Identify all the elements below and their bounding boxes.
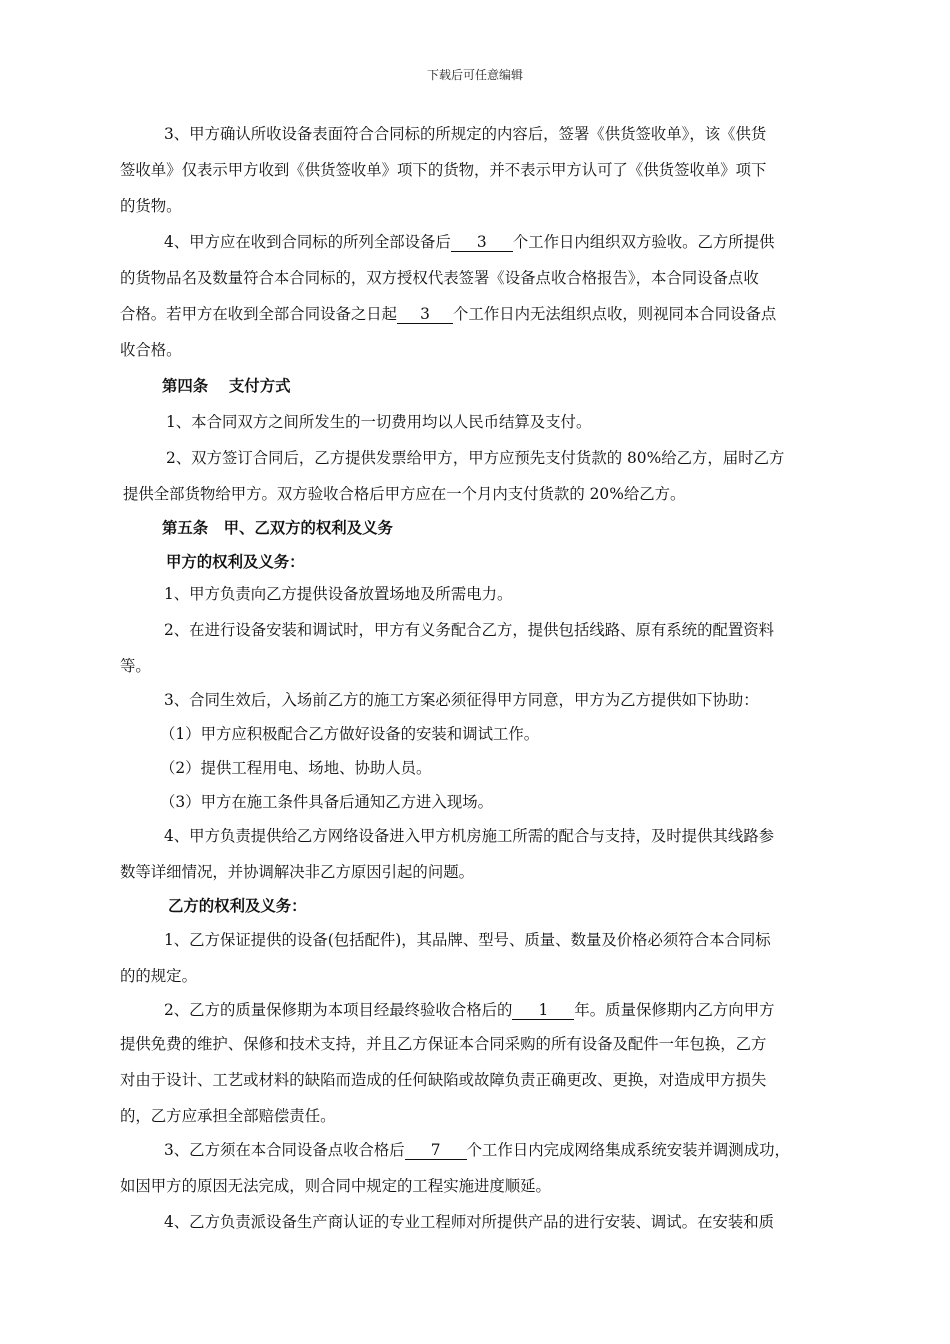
warranty-text-a: 2、乙方的质量保修期为本项目经最终验收合格后的 bbox=[164, 1001, 513, 1019]
acceptance-days-blank: 3 bbox=[451, 233, 513, 252]
clause-4-text-a: 4、甲方应在收到合同标的所列全部设备后 bbox=[164, 233, 451, 251]
party-b-item-1-line-2: 的的规定。 bbox=[120, 967, 197, 985]
warranty-years-blank: 1 bbox=[512, 1001, 574, 1020]
party-b-item-2-line-1 bbox=[164, 1000, 774, 1020]
party-a-sub-3: （3）甲方在施工条件具备后通知乙方进入现场。 bbox=[160, 793, 493, 811]
install-days-blank: 7 bbox=[405, 1141, 467, 1160]
party-a-sub-2: （2）提供工程用电、场地、协助人员。 bbox=[160, 759, 432, 777]
party-b-heading: 乙方的权利及义务： bbox=[168, 897, 307, 915]
party-a-heading: 甲方的权利及义务： bbox=[166, 553, 305, 571]
party-b-item-2-line-4: 的，乙方应承担全部赔偿责任。 bbox=[120, 1107, 336, 1125]
party-a-item-3: 3、合同生效后，入场前乙方的施工方案必须征得甲方同意，甲方为乙方提供如下协助： bbox=[164, 691, 759, 709]
article-5-title: 第五条 甲、乙双方的权利及义务 bbox=[162, 519, 393, 537]
clause-4-text-d: 个工作日内无法组织点收，则视同本合同设备点 bbox=[453, 305, 777, 323]
clause-4-line-4: 收合格。 bbox=[120, 341, 182, 359]
article-4-title: 第四条 支付方式 bbox=[162, 377, 291, 395]
party-a-sub-1: （1）甲方应积极配合乙方做好设备的安装和调试工作。 bbox=[160, 725, 540, 743]
party-b-item-1-line-1: 1、乙方保证提供的设备(包括配件)，其品牌、型号、质量、数量及价格必须符合本合同标 bbox=[164, 931, 771, 949]
warranty-text-b: 年。质量保修期内乙方向甲方 bbox=[574, 1001, 775, 1019]
clause-4-text-b: 个工作日内组织双方验收。乙方所提供 bbox=[512, 233, 775, 251]
party-b-item-2-line-2: 提供免费的维护、保修和技术支持，并且乙方保证本合同采购的所有设备及配件一年包换，乙方 bbox=[120, 1035, 767, 1053]
clause-3-line-2: 签收单》仅表示甲方收到《供货签收单》项下的货物，并不表示甲方认可了《供货签收单》项下 bbox=[120, 161, 767, 179]
install-text-a: 3、乙方须在本合同设备点收合格后 bbox=[164, 1141, 405, 1159]
party-b-item-3-line-1 bbox=[164, 1140, 790, 1160]
clause-4-line-2: 的货物品名及数量符合本合同标的，双方授权代表签署《设备点收合格报告》，本合同设备点收 bbox=[120, 269, 759, 287]
party-a-item-4-line-1: 4、甲方负责提供给乙方网络设备进入甲方机房施工所需的配合与支持，及时提供其线路参 bbox=[164, 827, 775, 845]
party-a-item-2-line-2: 等。 bbox=[120, 657, 151, 675]
article-4-item-2-line-2: 提供全部货物给甲方。双方验收合格后甲方应在一个月内支付货款的 20%给乙方。 bbox=[123, 485, 686, 503]
clause-4-line-1 bbox=[164, 232, 774, 252]
inspection-days-blank: 3 bbox=[397, 305, 453, 324]
clause-4-line-3 bbox=[120, 304, 776, 324]
clause-4-text-c: 合格。若甲方在收到全部合同设备之日起 bbox=[120, 305, 398, 323]
article-4-item-1: 1、本合同双方之间所发生的一切费用均以人民币结算及支付。 bbox=[166, 413, 592, 431]
clause-3-line-1: 3、甲方确认所收设备表面符合合同标的所规定的内容后，签署《供货签收单》，该《供货 bbox=[164, 125, 767, 143]
party-b-item-3-line-2: 如因甲方的原因无法完成，则合同中规定的工程实施进度顺延。 bbox=[120, 1177, 551, 1195]
page-header: 下载后可任意编辑 bbox=[426, 68, 523, 82]
party-a-item-4-line-2: 数等详细情况，并协调解决非乙方原因引起的问题。 bbox=[120, 863, 474, 881]
party-b-item-4-line-1: 4、乙方负责派设备生产商认证的专业工程师对所提供产品的进行安装、调试。在安装和质 bbox=[164, 1213, 775, 1231]
article-4-item-2-line-1: 2、双方签订合同后，乙方提供发票给甲方，甲方应预先支付货款的 80%给乙方，届时乙方 bbox=[166, 449, 785, 467]
party-b-item-2-line-3: 对由于设计、工艺或材料的缺陷而造成的任何缺陷或故障负责正确更改、更换，对造成甲方损失 bbox=[120, 1071, 767, 1089]
party-a-item-1: 1、甲方负责向乙方提供设备放置场地及所需电力。 bbox=[164, 585, 513, 603]
clause-3-line-3: 的货物。 bbox=[120, 197, 182, 215]
install-text-b: 个工作日内完成网络集成系统安装并调测成功， bbox=[466, 1141, 790, 1159]
party-a-item-2-line-1: 2、在进行设备安装和调试时，甲方有义务配合乙方，提供包括线路、原有系统的配置资料 bbox=[164, 621, 775, 639]
